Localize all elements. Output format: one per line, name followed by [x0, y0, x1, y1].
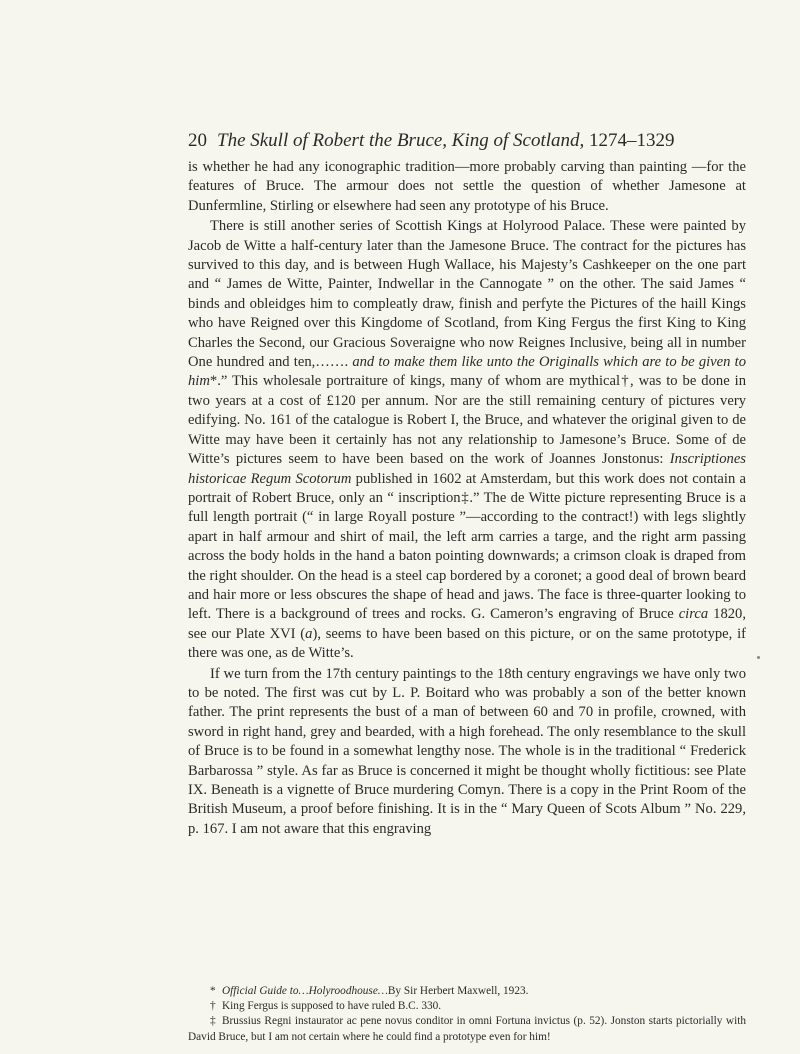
- footnote-mark: *: [210, 985, 216, 997]
- text-run: By Sir Herbert Maxwell, 1923.: [387, 985, 529, 997]
- paper-speck: [757, 656, 760, 659]
- body-text: [188, 158, 746, 839]
- italic-run: Inscriptiones historicae Regum Scotorum: [188, 451, 746, 487]
- running-title: The Skull of Robert the Bruce, King of Scotland,: [217, 130, 585, 151]
- italic-run: and to make them like unto the Originalls which are to be given to him: [188, 354, 746, 390]
- running-head: [188, 129, 748, 153]
- text-run: King Fergus is supposed to have ruled B.C. 330.: [222, 1000, 442, 1013]
- text-run: *.” This wholesale portraiture of kings, many of whom are mythical†, was to be done in two years at a cost of £120 per annum. Nor are the still remaining century of pictures very edifying. No. 161 of the catalogue is Robert I, the Bruce, and whatever the original given to de Witte may have been it certainly has not any relationship to Jamesone’s Bruce. Some of de Witte’s pictures seem to have been based on the work of Joannes Jonstonus:: [188, 373, 746, 468]
- text-run: There is still another series of Scottish Kings at Holyrood Palace. These were painted by Jacob de Witte a half-century later than the Jamesone Bruce. The contract for the pictures has survived to this day, and is between Hugh Wallace, his Majesty’s Cashkeeper on the one part and “ James de Witte, Painter, Indwellar in the Cannogate ” on the other. The said James “ binds and obleidges him to compleatly draw, finish and perfyte the Pictures of the haill Kings who have Reigned over this Kingdome of Scotland, from King Fergus the first King to King Charles the Second, our Gracious Soveraigne who now Reignes Inclusive, being all in number One hundred and ten,…….: [188, 218, 746, 371]
- footnote-mark: †: [210, 1000, 216, 1013]
- text-run: is whether he had any iconographic tradition—more probably carving than painting —for the features of Bruce. The armour does not settle the question of whether Jamesone at Dunfermline, Stirling or elsewhere had seen any prototype of his Bruce.: [188, 159, 746, 214]
- footnotes: [188, 984, 746, 1045]
- text-run: If we turn from the 17th century paintings to the 18th century engravings we have only two to be noted. The first was cut by L. P. Boitard who was probably a son of the better known father. The print represents the bust of a man of between 60 and 70 in profile, crowned, with sword in right hand, grey and bearded, with a high forehead. The only resemblance to the skull of Bruce is to be found in a somewhat lengthy nose. The whole is in the traditional “ Frederick Barbarossa ” style. As far as Bruce is concerned it might be thought wholly fictitious: see Plate IX. Beneath is a vignette of Bruce murdering Comyn. There is a copy in the Print Room of the British Museum, a proof before finishing. It is in the “ Mary Queen of Scots Album ” No. 229, p. 167. I am not aware that this engraving: [188, 665, 746, 837]
- page-number: 20: [188, 130, 207, 151]
- italic-run: circa: [678, 606, 709, 623]
- footnote-2: [188, 999, 746, 1014]
- running-title-dates: 1274–1329: [589, 130, 675, 151]
- text-run: published in 1602 at Amsterdam, but this work does not contain a portrait of Robert Bruce, only an “ inscription‡.” The de Witte picture representing Bruce is a full length portrait (“ in large Royall posture ”—according to the contract!) with legs slightly apart in half armour and shirt of mail, the left arm carries a targe, and the right arm passing across the body holds in the hand a baton pointing downwards; a crimson cloak is draped from the right shoulder. On the head is a steel cap bordered by a coronet; a good deal of brown beard and hair more or less obscures the shape of head and jaws. The face is three-quarter looking to left. There is a background of trees and rocks. G. Cameron’s engraving of Bruce: [188, 470, 746, 623]
- italic-run: a: [305, 625, 313, 642]
- text-run: ), seems to have been based on this picture, or on the same prototype, if there was one, as de Witte’s.: [188, 625, 746, 662]
- text-run: 1820, see our Plate XVI (: [188, 606, 746, 642]
- italic-run: Official Guide to…Holyroodhouse…: [222, 985, 388, 997]
- text-run: Brussius Regni instaurator ac pene novus conditor in omni Fortuna invictus (p. 52). Jonston starts pictorially with David Bruce, but I am not certain where he could find a prototype even for him!: [188, 1015, 746, 1043]
- paragraph-1: [188, 158, 746, 216]
- footnote-3: [188, 1014, 746, 1044]
- paragraph-2: [188, 217, 746, 663]
- paragraph-3: [188, 665, 746, 840]
- footnote-mark: ‡: [210, 1015, 216, 1028]
- footnote-1: [188, 984, 746, 999]
